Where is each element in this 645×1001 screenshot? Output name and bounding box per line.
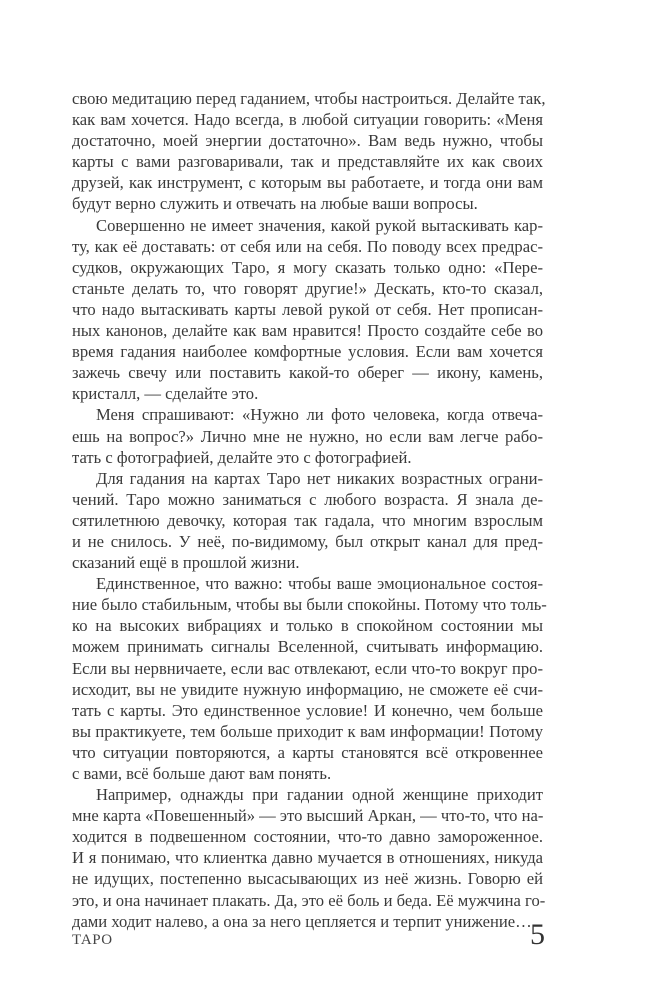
text-line: мне карта «Повешенный» — это высший Аркан, — что-то, что на- xyxy=(72,806,544,826)
text-line: будут верно служить и отвечать на любые ваши вопросы. xyxy=(72,194,478,214)
text-line: ту, как её доставать: от себя или на себя. По поводу всех предрас- xyxy=(72,236,543,256)
text-line: Меня спрашивают: «Нужно ли фото человека, когда отвеча- xyxy=(96,405,543,425)
paragraph xyxy=(72,404,543,467)
text-line: вы практикуете, тем больше приходит к вам информации! Потому xyxy=(72,721,543,741)
paragraph xyxy=(72,468,543,573)
text-line: кристалл, — сделайте это. xyxy=(72,384,259,404)
text-line: ко на высоких вибрациях и только в спокойном состоянии мы xyxy=(72,616,543,636)
text-line: Для гадания на картах Таро нет никаких возрастных ограни- xyxy=(96,468,543,488)
text-line: и не снилось. У неё, по-видимому, был открыт канал для пред- xyxy=(72,531,543,551)
text-line: время гадания наиболее комфортные условия. Если вам хочется xyxy=(72,342,543,362)
page-number: 5 xyxy=(530,918,545,951)
text-line: Например, однажды при гадании одной женщине приходит xyxy=(96,785,543,805)
text-line: с вами, всё больше дают вам понять. xyxy=(72,764,332,783)
text-line: карты с вами разговаривали, так и представляйте их как своих xyxy=(72,152,543,172)
text-line: свою медитацию перед гаданием, чтобы настроиться. Делайте так, xyxy=(72,89,546,108)
text-line: тать с фотографией, делайте это с фотографией. xyxy=(72,447,412,467)
text-line: Если вы нервничаете, если вас отвлекают, если что-то вокруг про- xyxy=(72,658,543,678)
text-line: Единственное, что важно: чтобы ваше эмоциональное состоя- xyxy=(96,574,543,594)
text-line: ходится в подвешенном состоянии, что-то давно замороженное. xyxy=(72,827,543,847)
text-line: это, и она начинает плакать. Да, это её боль и беда. Её мужчина го- xyxy=(72,890,546,910)
text-line: сказаний ещё в прошлой жизни. xyxy=(72,553,300,573)
text-line: друзей, как инструмент, с которым вы работаете, и тогда они вам xyxy=(72,173,543,193)
text-line: дами ходит налево, а она за него цепляется и терпит унижение… xyxy=(72,911,532,931)
paragraph xyxy=(72,784,546,932)
text-line: не идущих, постепенно высасывающих из неё жизнь. Говорю ей xyxy=(72,869,543,889)
text-line: ных канонов, делайте как вам нравится! Просто создайте себе во xyxy=(72,321,543,341)
text-line: исходит, вы не увидите нужную информацию, не сможете её счи- xyxy=(72,679,543,699)
text-line: зажечь свечу или поставить какой-то оберег — икону, камень, xyxy=(72,363,543,383)
paragraph xyxy=(72,573,547,784)
text-line: чений. Таро можно заниматься с любого возраста. Я знала де- xyxy=(72,489,543,509)
text-line: судков, окружающих Таро, я могу сказать только одно: «Пере- xyxy=(72,257,543,277)
text-line: достаточно, моей энергии достаточно». Вам ведь нужно, чтобы xyxy=(72,131,543,151)
text-line: сятилетнюю девочку, которая так гадала, что многим взрослым xyxy=(72,510,543,530)
body-text xyxy=(72,88,547,932)
text-line: Совершенно не имеет значения, какой рукой вытаскивать кар- xyxy=(96,215,543,235)
text-line: ние было стабильным, чтобы вы были спокойны. Потому что толь- xyxy=(72,595,547,615)
running-footer-title: ТАРО xyxy=(72,932,113,948)
text-line: можем принимать сигналы Вселенной, считывать информацию. xyxy=(72,637,543,657)
text-line: тать с карты. Это единственное условие! И конечно, чем больше xyxy=(72,700,543,720)
text-line: как вам хочется. Надо всегда, в любой ситуации говорить: «Меня xyxy=(72,110,543,130)
text-line: станьте делать то, что говорят другие!» Дескать, кто-то сказал, xyxy=(72,278,543,298)
text-line: И я понимаю, что клиентка давно мучается в отношениях, никуда xyxy=(72,848,543,868)
text-line: что ситуации повторяются, а карты становятся всё откровеннее xyxy=(72,742,543,762)
text-line: что надо вытаскивать карты левой рукой от себя. Нет прописан- xyxy=(72,299,543,319)
paragraph xyxy=(72,215,543,405)
paragraph xyxy=(72,88,546,215)
text-line: ешь на вопрос?» Лично мне не нужно, но если вам легче рабо- xyxy=(72,426,543,446)
